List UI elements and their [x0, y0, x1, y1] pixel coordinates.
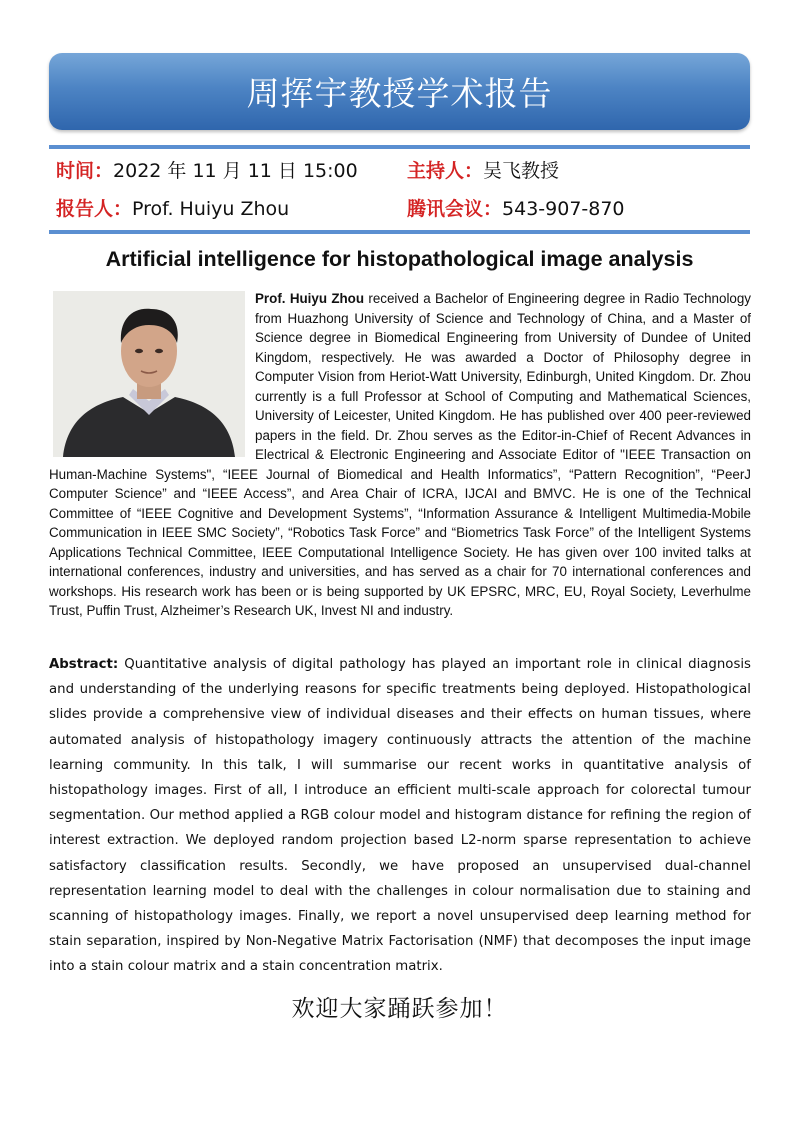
time-info	[56, 159, 358, 183]
meeting-label: 腾讯会议：	[407, 198, 503, 220]
bottom-divider	[49, 230, 750, 234]
meeting-value: 543-907-870	[502, 198, 625, 220]
abstract-text: Quantitative analysis of digital pathology has played an important role in clinical diagnosis and understanding of the underlying reasons for specific treatments being deployed. Histopathological slides provide a comprehensive view of individual diseases and their effects on human tissues, where automated analysis of histopathology imagery continuously attracts the attention of the machine learning community. In this talk, I will summarise our recent works in quantitative analysis of histopathology images. First of all, I introduce an efficient multi-scale approach for colorectal tumour segmentation. Our method applied a RGB colour model and histogram distance for refining the region of interest extraction. We deployed random projection based L2-norm sparse representation to achieve satisfactory classification results. Secondly, we have proposed an unsupervised dual-channel representation learning model to deal with the challenges in colour normalisation due to staining and scanning of histopathology images. Finally, we report a novel unsupervised deep learning method for stain separation, inspired by Non-Negative Matrix Factorisation (NMF) that decomposes the input image into a stain colour matrix and a stain concentration matrix.	[49, 657, 751, 975]
speaker-photo	[53, 291, 245, 457]
speaker-bio	[49, 289, 751, 621]
top-divider	[49, 145, 750, 149]
meeting-info	[407, 197, 625, 221]
abstract-section	[49, 652, 751, 980]
portrait-image	[53, 291, 245, 457]
bio-text: received a Bachelor of Engineering degree in Radio Technology from Huazhong University of Science and Technology of China, and a Master of Science degree in Biomedical Engineering from University of Dundee of United Kingdom, respectively. He was awarded a Doctor of Philosophy degree in Computer Vision from Heriot-Watt University, Edinburgh, United Kingdom. Dr. Zhou currently is a full Professor at School of Computing and Mathematical Sciences, University of Leicester, United Kingdom. He has published over 400 peer-reviewed papers in the field. Dr. Zhou serves as the Editor-in-Chief of Recent Advances in Electrical & Electronic Engineering and Associate Editor of "IEEE Transaction on Human-Machine Systems", “IEEE Journal of Biomedical and Health Informatics”, “Pattern Recognition”, “PeerJ Computer Science” and “IEEE Access”, and Area Chair of ICRA, IJCAI and BMVC. He is one of the Technical Committee of “IEEE Cognitive and Development Systems”, “Information Assurance & Intelligent Multimedia-Mobile Communication in IEEE SMC Society”, “Robotics Task Force” and “Biometrics Task Force” of the Intelligent Systems Applications Technical Committee, IEEE Computational Intelligence Society. He has given over 100 invited talks at international conferences, industry and universities, and has served as a chair for 70 international conferences and workshops. His research work has been or is being supported by UK EPSRC, MRC, EU, Royal Society, Leverhulme Trust, Puffin Trust, Alzheimer’s Research UK, Invest NI and industry.	[49, 291, 752, 618]
speaker-info	[56, 197, 289, 221]
talk-title: Artificial intelligence for histopathological image analysis	[105, 247, 694, 271]
speaker-label: 报告人：	[56, 198, 133, 220]
speaker-value: Prof. Huiyu Zhou	[132, 198, 290, 220]
abstract-label: Abstract:	[49, 657, 119, 672]
welcome-message: 欢迎大家踊跃参加！	[291, 996, 508, 1022]
host-value: 吴飞教授	[483, 160, 560, 182]
page-title: 周挥宇教授学术报告	[246, 74, 553, 113]
host-info	[407, 159, 559, 183]
time-value: 2022 年 11 月 11 日 15:00	[113, 160, 358, 182]
time-label: 时间：	[56, 160, 114, 182]
host-label: 主持人：	[407, 160, 484, 182]
bio-name: Prof. Huiyu Zhou	[255, 291, 365, 306]
title-banner	[49, 53, 750, 130]
